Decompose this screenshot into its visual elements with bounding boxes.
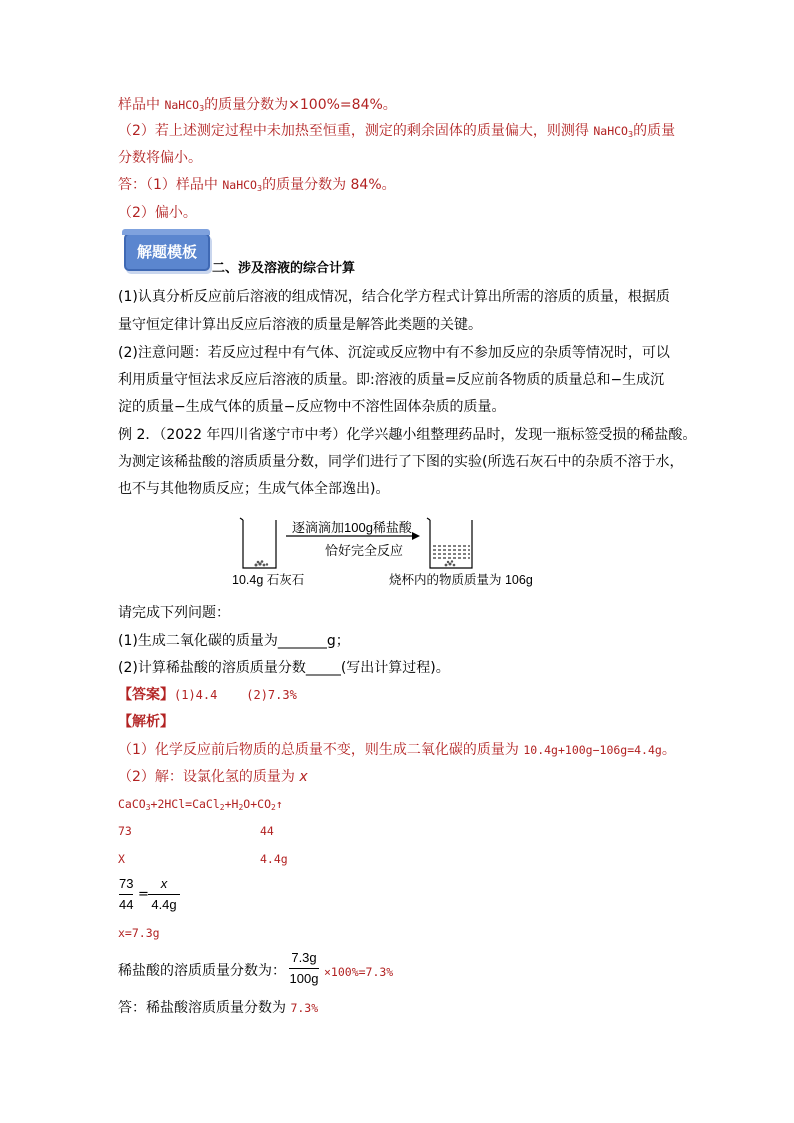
- mass-fraction-label: 稀盐酸的溶质质量分数为：: [118, 963, 286, 979]
- fraction-equals: =: [138, 887, 149, 902]
- ratio-row-1-left: 73: [118, 824, 132, 838]
- fraction-7.3g-100g: 7.3g 100g: [289, 950, 319, 986]
- example-line1: 例 2．（2022 年四川省遂宁市中考）化学兴趣小组整理药品时，发现一瓶标签受损的稀盐酸。: [118, 427, 697, 443]
- fraction-x-4.4g: x 4.4g: [148, 876, 180, 913]
- template-badge: 解题模板: [124, 233, 210, 271]
- ratio-row-2-left: X: [118, 852, 125, 866]
- ratio-row-2-right: 4.4g: [260, 852, 288, 866]
- question-2: (2)计算稀盐酸的溶质质量分数_____(写出计算过程)。: [118, 660, 450, 676]
- right-beaker-label: 烧杯内的物质质量为 106g: [389, 573, 533, 587]
- line-sample-fraction: 样品中 NaHCO$_3$的质量分数为×100%=84%。: [118, 97, 397, 113]
- line-answer-1: 答：（1）样品中 NaHCO$_3$的质量分数为 84%。: [118, 177, 396, 193]
- arrow-label-top: 逐滴滴加100g稀盐酸: [292, 520, 412, 535]
- section-title: 二、涉及溶液的综合计算: [212, 261, 356, 276]
- example-line3: 也不与其他物质反应；生成气体全部逸出)。: [118, 481, 390, 497]
- body2-line1: (2)注意问题：若反应过程中有气体、沉淀或反应物中有不参加反应的杂质等情况时，可以: [118, 345, 670, 361]
- line-answer-2: （2）偏小。: [118, 205, 197, 221]
- chemical-equation: $CaCO_3+2HCl=CaCl_2+H_2O+CO_2↑$: [118, 797, 283, 812]
- fraction-73-44: 73 44: [119, 876, 134, 912]
- left-beaker-icon: [240, 518, 276, 568]
- question-1: (1)生成二氧化碳的质量为_______g；: [118, 633, 350, 649]
- body2-line3: 淀的质量−生成气体的质量−反应物中不溶性固体杂质的质量。: [118, 399, 506, 415]
- answer-line: 【答案】(1)4.4 (2)7.3%: [118, 687, 297, 703]
- question-intro: 请完成下列问题：: [118, 605, 230, 621]
- final-answer: 答：稀盐酸溶质质量分数为 7.3%: [118, 1000, 319, 1016]
- line-note-2: （2）若上述测定过程中未加热至恒重，测定的剩余固体的质量偏大，则测得 NaHCO$_3$的质量: [118, 123, 676, 139]
- analysis-line-1: （1）化学反应前后物质的总质量不变，则生成二氧化碳的质量为 10.4g+100g−106g=4.4g。: [118, 742, 676, 758]
- arrow-label-bottom: 恰好完全反应: [325, 543, 404, 558]
- left-beaker-label: 10.4g 石灰石: [232, 573, 305, 587]
- analysis-line-2: （2）解：设氯化氢的质量为 x: [118, 769, 308, 785]
- right-beaker-icon: [427, 518, 472, 568]
- example-line2: 为测定该稀盐酸的溶质质量分数，同学们进行了下图的实验(所选石灰石中的杂质不溶于水，: [118, 454, 684, 470]
- mass-fraction-tail: ×100%=7.3%: [324, 965, 394, 979]
- body2-line2: 利用质量守恒法求反应后溶液的质量。即:溶液的质量=反应前各物质的质量总和−生成沉: [118, 372, 665, 388]
- ratio-row-1-right: 44: [260, 824, 274, 838]
- body1-line1: (1)认真分析反应前后溶液的组成情况，结合化学方程式计算出所需的溶质的质量，根据质: [118, 289, 670, 305]
- line-note-2-cont: 分数将偏小。: [118, 150, 202, 166]
- result-x: x=7.3g: [118, 926, 160, 940]
- body1-line2: 量守恒定律计算出反应后溶液的质量是解答此类题的关键。: [118, 317, 482, 333]
- analysis-tag: 【解析】: [118, 714, 174, 730]
